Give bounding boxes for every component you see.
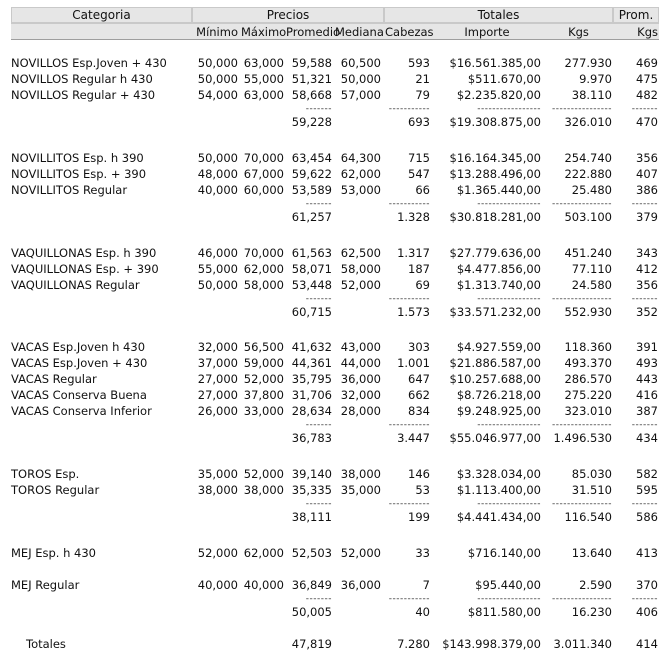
- cell-kgs: 323.010: [564, 404, 612, 418]
- cell-imp: $716.140,00: [467, 546, 541, 560]
- subtotal-kgs: 116.540: [564, 510, 612, 524]
- subheader-cabezas: Cabezas: [385, 25, 434, 39]
- separator-dashes: ----------------: [552, 294, 612, 304]
- cell-max: 60,000: [243, 183, 284, 197]
- cell-min: 50,000: [197, 56, 238, 70]
- separator-dashes: -------: [305, 199, 332, 209]
- cell-pkg: 475: [636, 72, 658, 86]
- cell-min: 26,000: [197, 404, 238, 418]
- subheader-row: [0, 24, 670, 40]
- cell-pkg: 595: [636, 483, 658, 497]
- cell-cab: 33: [415, 546, 430, 560]
- cell-prom: 28,634: [291, 404, 332, 418]
- cell-min: 54,000: [197, 88, 238, 102]
- separator-dashes: -----------: [388, 499, 430, 509]
- table-row: [0, 245, 670, 261]
- table-row: [0, 387, 670, 403]
- separator-dashes: ----------------: [552, 594, 612, 604]
- category-label: NOVILLOS Regular + 430: [11, 88, 156, 102]
- separator-dashes: -------: [631, 420, 658, 430]
- table-row: [0, 71, 670, 87]
- cell-prom: 35,335: [291, 483, 332, 497]
- subtotal-cab: 199: [408, 510, 430, 524]
- separator-dashes: ----------------: [552, 104, 612, 114]
- cell-imp: $95.440,00: [475, 578, 541, 592]
- cell-max: 59,000: [243, 356, 284, 370]
- subtotal-separator: [0, 294, 670, 304]
- cell-kgs: 31.510: [571, 483, 612, 497]
- cell-max: 40,000: [243, 578, 284, 592]
- cell-kgs: 13.640: [571, 546, 612, 560]
- cell-kgs: 24.580: [571, 278, 612, 292]
- cell-cab: 66: [415, 183, 430, 197]
- subtotal-prom: 50,005: [291, 605, 332, 619]
- cell-pkg: 386: [636, 183, 658, 197]
- grand-total-prom: 47,819: [291, 637, 332, 651]
- cell-cab: 647: [408, 372, 430, 386]
- subtotal-row: [0, 604, 670, 620]
- subtotal-separator: [0, 104, 670, 114]
- cell-kgs: 286.570: [564, 372, 612, 386]
- cell-prom: 53,448: [291, 278, 332, 292]
- cell-med: 57,000: [340, 88, 381, 102]
- subtotal-imp: $33.571.232,00: [449, 305, 541, 319]
- cell-min: 50,000: [197, 151, 238, 165]
- separator-dashes: -------: [631, 199, 658, 209]
- cell-med: 64,300: [340, 151, 381, 165]
- cell-min: 40,000: [197, 183, 238, 197]
- cell-max: 62,000: [243, 262, 284, 276]
- grand-total-row: [0, 636, 670, 652]
- cell-kgs: 275.220: [564, 388, 612, 402]
- cell-prom: 41,632: [291, 340, 332, 354]
- separator-dashes: -----------: [388, 294, 430, 304]
- separator-dashes: -----------------: [477, 420, 541, 430]
- cell-med: 52,000: [340, 546, 381, 560]
- cell-min: 37,000: [197, 356, 238, 370]
- subtotal-kgs: 1.496.530: [553, 431, 612, 445]
- header-precios: Precios: [192, 7, 384, 23]
- separator-dashes: -------: [305, 420, 332, 430]
- separator-dashes: -----------------: [477, 199, 541, 209]
- cell-pkg: 416: [636, 388, 658, 402]
- cell-prom: 58,071: [291, 262, 332, 276]
- cell-imp: $4.477.856,00: [456, 262, 541, 276]
- cell-cab: 303: [408, 340, 430, 354]
- separator-dashes: ----------------: [552, 499, 612, 509]
- subtotal-row: [0, 304, 670, 320]
- subheader-mediana: Mediana: [335, 25, 384, 39]
- grand-total-cab: 7.280: [397, 637, 430, 651]
- cell-min: 55,000: [197, 262, 238, 276]
- subtotal-prom: 36,783: [291, 431, 332, 445]
- cell-max: 58,000: [243, 278, 284, 292]
- cell-cab: 715: [408, 151, 430, 165]
- separator-dashes: -----------------: [477, 594, 541, 604]
- subtotal-cab: 693: [408, 115, 430, 129]
- cell-prom: 39,140: [291, 467, 332, 481]
- subheader-maximo: Máximo: [241, 25, 287, 39]
- cell-med: 32,000: [340, 388, 381, 402]
- cell-max: 52,000: [243, 372, 284, 386]
- table-row: [0, 55, 670, 71]
- separator-dashes: -----------------: [477, 499, 541, 509]
- cell-med: 43,000: [340, 340, 381, 354]
- subtotal-prom: 60,715: [291, 305, 332, 319]
- separator-dashes: -------: [631, 594, 658, 604]
- cell-prom: 31,706: [291, 388, 332, 402]
- cell-kgs: 25.480: [571, 183, 612, 197]
- separator-dashes: -------: [305, 294, 332, 304]
- subheader-kgs: Kgs: [568, 25, 589, 39]
- cell-kgs: 254.740: [564, 151, 612, 165]
- separator-dashes: -----------: [388, 420, 430, 430]
- category-label: TOROS Esp.: [11, 467, 80, 481]
- cell-min: 50,000: [197, 278, 238, 292]
- cell-pkg: 407: [636, 167, 658, 181]
- cell-cab: 547: [408, 167, 430, 181]
- cell-med: 62,000: [340, 167, 381, 181]
- subtotal-pkg: 586: [636, 510, 658, 524]
- table-row: [0, 277, 670, 293]
- cell-prom: 58,668: [291, 88, 332, 102]
- cell-kgs: 451.240: [564, 246, 612, 260]
- cell-imp: $2.235.820,00: [456, 88, 541, 102]
- cell-cab: 662: [408, 388, 430, 402]
- grand-total-label: Totales: [26, 637, 66, 651]
- header-categoria: Categoria: [11, 7, 192, 23]
- cell-pkg: 391: [636, 340, 658, 354]
- category-label: NOVILLOS Regular h 430: [11, 72, 153, 86]
- cell-min: 27,000: [197, 388, 238, 402]
- separator-dashes: -----------: [388, 594, 430, 604]
- cell-max: 63,000: [243, 56, 284, 70]
- cell-imp: $511.670,00: [467, 72, 541, 86]
- subheader-importe: Importe: [464, 25, 510, 39]
- cell-imp: $13.288.496,00: [449, 167, 541, 181]
- cell-imp: $16.561.385,00: [449, 56, 541, 70]
- cell-max: 63,000: [243, 88, 284, 102]
- cell-med: 36,000: [340, 578, 381, 592]
- subtotal-kgs: 326.010: [564, 115, 612, 129]
- cell-min: 46,000: [197, 246, 238, 260]
- cell-kgs: 85.030: [571, 467, 612, 481]
- cell-med: 36,000: [340, 372, 381, 386]
- cell-pkg: 356: [636, 151, 658, 165]
- category-label: NOVILLITOS Regular: [11, 183, 128, 197]
- table-row: [0, 545, 670, 561]
- subtotal-pkg: 434: [636, 431, 658, 445]
- separator-dashes: -------: [631, 499, 658, 509]
- table-row: [0, 261, 670, 277]
- cell-max: 67,000: [243, 167, 284, 181]
- cell-cab: 593: [408, 56, 430, 70]
- subtotal-cab: 1.328: [397, 210, 430, 224]
- cell-cab: 187: [408, 262, 430, 276]
- subheader-prom-kgs: Kgs: [637, 25, 658, 39]
- cell-med: 62,500: [340, 246, 381, 260]
- table-row: [0, 355, 670, 371]
- cell-imp: $4.927.559,00: [456, 340, 541, 354]
- subtotal-imp: $55.046.977,00: [449, 431, 541, 445]
- subtotal-separator: [0, 499, 670, 509]
- subtotal-separator: [0, 199, 670, 209]
- cell-cab: 1.317: [397, 246, 430, 260]
- cell-med: 38,000: [340, 467, 381, 481]
- separator-dashes: -----------: [388, 104, 430, 114]
- subtotal-row: [0, 209, 670, 225]
- separator-dashes: -----------------: [477, 294, 541, 304]
- cell-prom: 51,321: [291, 72, 332, 86]
- cell-max: 62,000: [243, 546, 284, 560]
- subtotal-pkg: 470: [636, 115, 658, 129]
- subtotal-pkg: 379: [636, 210, 658, 224]
- grand-total-imp: $143.998.379,00: [442, 637, 541, 651]
- subtotal-kgs: 503.100: [564, 210, 612, 224]
- subtotal-cab: 3.447: [397, 431, 430, 445]
- cell-med: 60,500: [340, 56, 381, 70]
- cell-kgs: 38.110: [571, 88, 612, 102]
- cell-min: 32,000: [197, 340, 238, 354]
- cell-min: 50,000: [197, 72, 238, 86]
- header-totales: Totales: [384, 7, 613, 23]
- cell-med: 58,000: [340, 262, 381, 276]
- cell-cab: 834: [408, 404, 430, 418]
- cell-prom: 52,503: [291, 546, 332, 560]
- subtotal-row: [0, 509, 670, 525]
- subtotal-prom: 38,111: [291, 510, 332, 524]
- cell-max: 52,000: [243, 467, 284, 481]
- cell-prom: 36,849: [291, 578, 332, 592]
- cell-imp: $1.365.440,00: [456, 183, 541, 197]
- cell-kgs: 77.110: [571, 262, 612, 276]
- cell-pkg: 469: [636, 56, 658, 70]
- subtotal-kgs: 16.230: [571, 605, 612, 619]
- separator-dashes: -------: [631, 104, 658, 114]
- separator-dashes: -------: [631, 294, 658, 304]
- separator-dashes: ----------------: [552, 420, 612, 430]
- cell-cab: 1.001: [397, 356, 430, 370]
- table-row: [0, 371, 670, 387]
- cell-imp: $10.257.688,00: [449, 372, 541, 386]
- cell-max: 37,800: [243, 388, 284, 402]
- grand-total-pkg: 414: [636, 637, 658, 651]
- cell-prom: 53,589: [291, 183, 332, 197]
- category-label: VAQUILLONAS Esp. h 390: [11, 246, 157, 260]
- cell-min: 48,000: [197, 167, 238, 181]
- cell-pkg: 412: [636, 262, 658, 276]
- cell-cab: 69: [415, 278, 430, 292]
- cell-cab: 53: [415, 483, 430, 497]
- cell-kgs: 493.370: [564, 356, 612, 370]
- category-label: MEJ Regular: [11, 578, 80, 592]
- subtotal-pkg: 406: [636, 605, 658, 619]
- subtotal-imp: $4.441.434,00: [456, 510, 541, 524]
- cell-pkg: 343: [636, 246, 658, 260]
- table-row: [0, 87, 670, 103]
- category-label: VACAS Esp.Joven + 430: [11, 356, 148, 370]
- cell-prom: 44,361: [291, 356, 332, 370]
- cell-cab: 79: [415, 88, 430, 102]
- cell-pkg: 370: [636, 578, 658, 592]
- subtotal-row: [0, 430, 670, 446]
- cell-imp: $3.328.034,00: [456, 467, 541, 481]
- grand-total-kgs: 3.011.340: [553, 637, 612, 651]
- cell-prom: 59,622: [291, 167, 332, 181]
- cell-max: 70,000: [243, 151, 284, 165]
- cell-med: 35,000: [340, 483, 381, 497]
- cell-min: 27,000: [197, 372, 238, 386]
- separator-dashes: -------: [305, 499, 332, 509]
- cell-max: 38,000: [243, 483, 284, 497]
- cell-imp: $1.313.740,00: [456, 278, 541, 292]
- subtotal-separator: [0, 420, 670, 430]
- category-label: NOVILLITOS Esp. h 390: [11, 151, 144, 165]
- cell-max: 55,000: [243, 72, 284, 86]
- category-label: NOVILLITOS Esp. + 390: [11, 167, 147, 181]
- cell-kgs: 118.360: [564, 340, 612, 354]
- cell-pkg: 493: [636, 356, 658, 370]
- cell-imp: $27.779.636,00: [449, 246, 541, 260]
- cell-pkg: 582: [636, 467, 658, 481]
- cell-min: 52,000: [197, 546, 238, 560]
- table-row: [0, 150, 670, 166]
- subtotal-prom: 59,228: [291, 115, 332, 129]
- subtotal-cab: 40: [415, 605, 430, 619]
- separator-dashes: -----------------: [477, 104, 541, 114]
- cell-min: 38,000: [197, 483, 238, 497]
- subtotal-imp: $19.308.875,00: [449, 115, 541, 129]
- category-label: VAQUILLONAS Esp. + 390: [11, 262, 159, 276]
- cell-pkg: 387: [636, 404, 658, 418]
- cell-pkg: 443: [636, 372, 658, 386]
- subtotal-prom: 61,257: [291, 210, 332, 224]
- cell-med: 44,000: [340, 356, 381, 370]
- cell-imp: $8.726.218,00: [456, 388, 541, 402]
- subtotal-row: [0, 114, 670, 130]
- cell-kgs: 222.880: [564, 167, 612, 181]
- cell-imp: $1.113.400,00: [456, 483, 541, 497]
- category-label: VACAS Regular: [11, 372, 97, 386]
- subtotal-separator: [0, 594, 670, 604]
- category-label: VACAS Esp.Joven h 430: [11, 340, 146, 354]
- subtotal-kgs: 552.930: [564, 305, 612, 319]
- category-label: MEJ Esp. h 430: [11, 546, 96, 560]
- cell-cab: 21: [415, 72, 430, 86]
- cell-prom: 35,795: [291, 372, 332, 386]
- table-row: [0, 339, 670, 355]
- table-row: [0, 403, 670, 419]
- cell-cab: 7: [422, 578, 430, 592]
- header-prom: Prom.: [613, 7, 659, 23]
- cell-max: 56,500: [243, 340, 284, 354]
- cell-prom: 61,563: [291, 246, 332, 260]
- category-label: VACAS Conserva Buena: [11, 388, 147, 402]
- category-label: NOVILLOS Esp.Joven + 430: [11, 56, 167, 70]
- cell-kgs: 9.970: [579, 72, 612, 86]
- subtotal-imp: $811.580,00: [467, 605, 541, 619]
- cell-kgs: 2.590: [579, 578, 612, 592]
- cell-kgs: 277.930: [564, 56, 612, 70]
- cell-min: 40,000: [197, 578, 238, 592]
- cell-prom: 63,454: [291, 151, 332, 165]
- cell-max: 70,000: [243, 246, 284, 260]
- cell-cab: 146: [408, 467, 430, 481]
- separator-dashes: ----------------: [552, 199, 612, 209]
- cell-prom: 59,588: [291, 56, 332, 70]
- table-row: [0, 466, 670, 482]
- cell-med: 52,000: [340, 278, 381, 292]
- cell-med: 53,000: [340, 183, 381, 197]
- cell-min: 35,000: [197, 467, 238, 481]
- category-label: VAQUILLONAS Regular: [11, 278, 140, 292]
- separator-dashes: -------: [305, 594, 332, 604]
- table-row: [0, 482, 670, 498]
- subheader-minimo: Mínimo: [196, 25, 238, 39]
- cell-pkg: 413: [636, 546, 658, 560]
- cell-imp: $9.248.925,00: [456, 404, 541, 418]
- table-row: [0, 182, 670, 198]
- subtotal-pkg: 352: [636, 305, 658, 319]
- subtotal-cab: 1.573: [397, 305, 430, 319]
- cell-pkg: 356: [636, 278, 658, 292]
- cell-pkg: 482: [636, 88, 658, 102]
- category-label: VACAS Conserva Inferior: [11, 404, 152, 418]
- cell-imp: $16.164.345,00: [449, 151, 541, 165]
- cell-med: 28,000: [340, 404, 381, 418]
- table-row: [0, 577, 670, 593]
- cell-imp: $21.886.587,00: [449, 356, 541, 370]
- category-label: TOROS Regular: [11, 483, 100, 497]
- subtotal-imp: $30.818.281,00: [449, 210, 541, 224]
- cell-med: 50,000: [340, 72, 381, 86]
- table-row: [0, 166, 670, 182]
- subheader-promedio: Promedio: [286, 25, 341, 39]
- separator-dashes: -------: [305, 104, 332, 114]
- separator-dashes: -----------: [388, 199, 430, 209]
- cell-max: 33,000: [243, 404, 284, 418]
